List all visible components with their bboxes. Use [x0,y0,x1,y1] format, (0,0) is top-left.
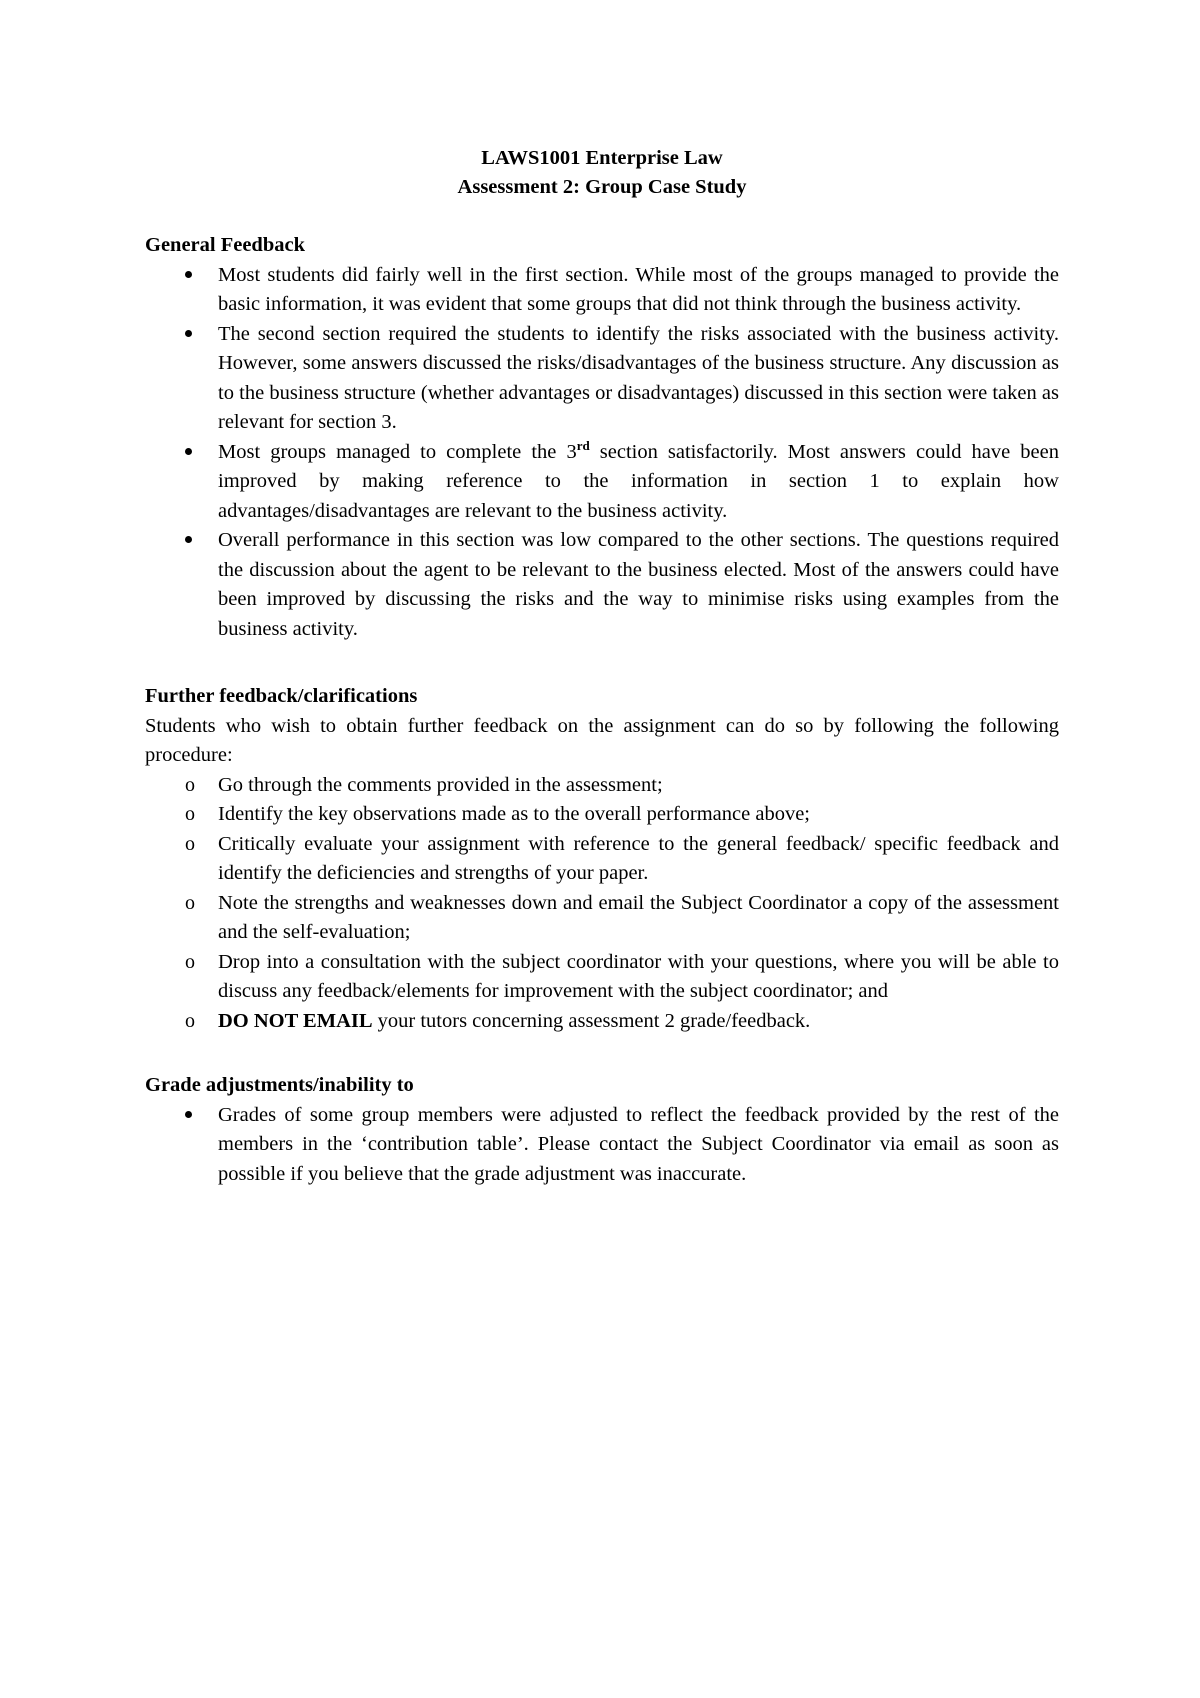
list-item-text: Critically evaluate your assignment with reference to the general feedback/ specific feedback and identify the deficiencies and strengths of your paper. [218,832,1059,884]
list-item [145,889,1059,948]
emphasis-text: DO NOT EMAIL [218,1009,373,1032]
list-item [145,800,1059,830]
bullet-icon [185,1101,205,1131]
circle-bullet-icon: o [185,773,195,796]
list-item [145,771,1059,801]
circle-bullet-icon: o [185,1009,195,1032]
section-gap [145,644,1059,679]
general-feedback-heading: General Feedback [145,234,305,256]
assessment-title: Assessment 2: Group Case Study [457,176,747,198]
further-feedback-intro: Students who wish to obtain further feedback on the assignment can do so by following the following procedure: [145,714,1059,766]
grade-adjustments-heading: Grade adjustments/inability to [145,1074,414,1096]
bullet-icon [185,261,205,291]
list-item [145,320,1059,438]
ordinal-suffix: rd [576,437,590,453]
list-item [145,1007,1059,1037]
general-feedback-list [145,261,1059,645]
list-item [145,526,1059,644]
bullet-icon [185,320,205,350]
list-item-text-rest: your tutors concerning assessment 2 grade/feedback. [372,1009,811,1032]
circle-bullet-icon: o [185,891,195,914]
list-item-text: Identify the key observations made as to the overall performance above; [218,803,810,825]
list-item [145,438,1059,527]
list-item-text: Go through the comments provided in the assessment; [218,773,663,796]
list-item-text-after: section satisfactorily. Most answers could have been improved by making reference to the information in section 1 to explain how advantages/disadvantages are relevant to the business activity. [218,440,1060,522]
list-item-text: Grades of some group members were adjusted to reflect the feedback provided by the rest of the members in the ‘contribution table’. Please contact the Subject Coordinator via email as soon as possible if you believe that the grade adjustment was inaccurate. [218,1103,1059,1185]
circle-bullet-icon: o [185,950,195,973]
list-item-text: Most students did fairly well in the first section. While most of the groups managed to provide the basic information, it was evident that some groups that did not think through the business activity. [218,263,1059,315]
circle-bullet-icon: o [185,832,195,855]
circle-bullet-icon: o [185,803,195,825]
list-item [145,948,1059,1007]
section-gap [145,1036,1059,1071]
bullet-icon [185,526,205,556]
list-item-text [218,1010,810,1032]
course-title: LAWS1001 Enterprise Law [481,147,723,169]
list-item-text: Overall performance in this section was low compared to the other sections. The questions required the discussion about the agent to be relevant to the business elected. Most of the answers could have been improved by discussing the risks and the way to minimise risks using examples from the business activity. [218,529,1059,640]
list-item-text [218,437,1060,522]
further-feedback-list [145,771,1059,1037]
list-item [145,261,1059,320]
grade-adjustments-list [145,1101,1059,1190]
document-content [145,144,1059,1189]
list-item [145,1101,1059,1190]
further-feedback-heading: Further feedback/clarifications [145,685,418,707]
bullet-icon [185,438,205,468]
list-item-text: Drop into a consultation with the subject coordinator with your questions, where you will be able to discuss any feedback/elements for improvement with the subject coordinator; and [218,950,1059,1002]
list-item [145,830,1059,889]
list-item-text-before: Most groups managed to complete the 3 [218,440,577,463]
list-item-text: Note the strengths and weaknesses down and email the Subject Coordinator a copy of the assessment and the self-evaluation; [218,891,1059,943]
list-item-text: The second section required the students to identify the risks associated with the business activity. However, some answers discussed the risks/disadvantages of the business structure. Any discussion as to the business structure (whether advantages or disadvantages) discussed in this section were taken as relevant for section 3. [218,322,1059,433]
title-block [145,144,1059,202]
